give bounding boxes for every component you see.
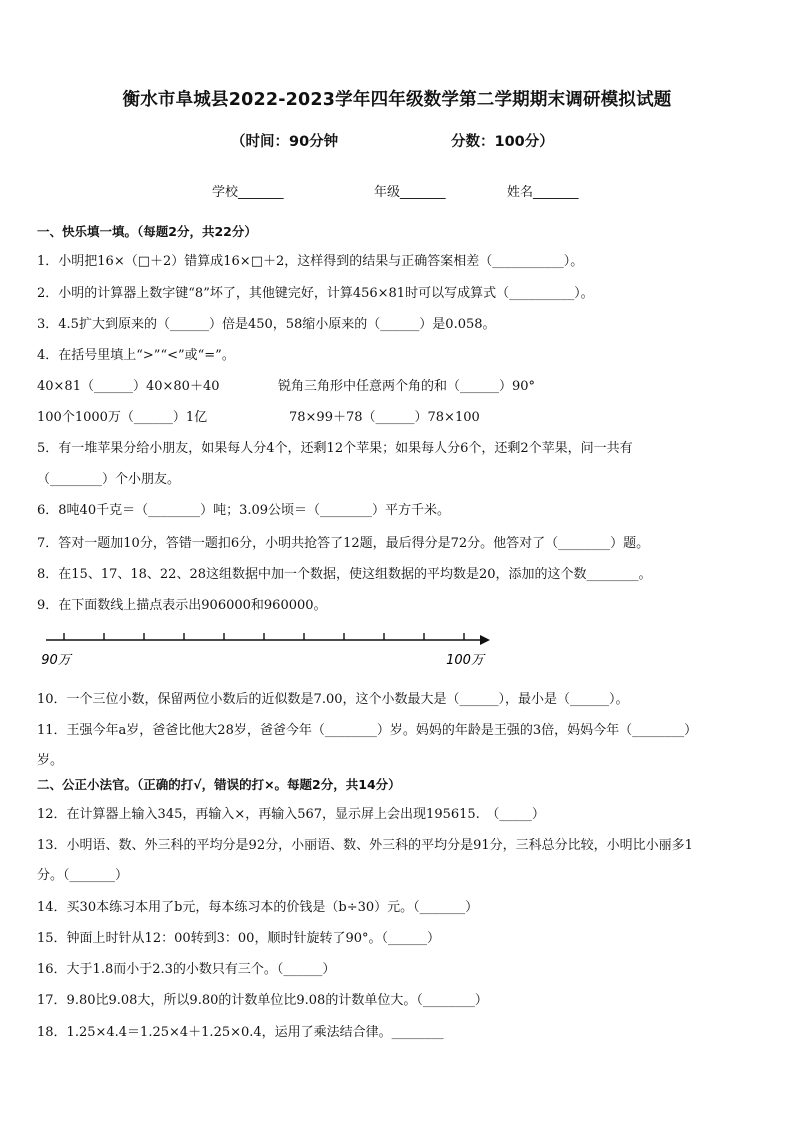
question-3: 3．4.5扩大到原来的（______）倍是450，58缩小原来的（______）是0.058。 (37, 317, 496, 332)
section-heading-true-false: 二、公正小法官。（正确的打√，错误的打×。每题2分，共14分） (37, 777, 401, 792)
exam-title: 衡水市阜城县2022-2023学年四年级数学第二学期期末调研模拟试题 (122, 90, 672, 110)
number-line-arrow-icon (480, 635, 490, 645)
school-field: 学校_______ (212, 185, 284, 200)
number-line-ticks (64, 633, 464, 640)
question-11: 11．王强今年a岁，爸爸比他大28岁，爸爸今年（________）岁。妈妈的年龄是王强的3倍，妈妈今年（________） (37, 723, 698, 738)
question-5: 5．有一堆苹果分给小朋友，如果每人分4个，还剩12个苹果；如果每人分6个，还剩2个苹果，问一共有 (37, 441, 633, 456)
question-8: 8．在15、17、18、22、28这组数据中加一个数据，使这组数据的平均数是20，添加的这个数________。 (37, 567, 652, 582)
question-16: 16．大于1.8而小于2.3的小数只有三个。（______） (37, 962, 336, 977)
question-15: 15．钟面上时针从12：00转到3：00，顺时针旋转了90°。（______） (37, 931, 440, 946)
section-heading-fill-in: 一、快乐填一填。（每题2分，共22分） (37, 224, 257, 239)
name-field: 姓名_______ (507, 185, 579, 200)
grade-field: 年级_______ (374, 185, 446, 200)
question-1: 1．小明把16×（□＋2）错算成16×□＋2，这样得到的结果与正确答案相差（___________）。 (37, 254, 584, 269)
number-line-label-right: 100万 (446, 653, 484, 668)
question-4b: 锐角三角形中任意两个角的和（______）90° (278, 379, 536, 394)
question-13: 13．小明语、数、外三科的平均分是92分，小丽语、数、外三科的平均分是91分，三科总分比较，小明比小丽多1 (37, 838, 693, 853)
question-14: 14．买30本练习本用了b元，每本练习本的价钱是（b÷30）元。（_______） (37, 900, 479, 915)
question-18: 18．1.25×4.4＝1.25×4＋1.25×0.4，运用了乘法结合律。________ (37, 1025, 444, 1040)
question-11-continued: 岁。 (37, 753, 64, 768)
question-6: 6．8吨40千克＝（________）吨；3.09公顷＝（________）平方千米。 (37, 503, 451, 518)
question-4: 4．在括号里填上“>”“<”或“=”。 (37, 348, 235, 363)
exam-score: 分数：100分） (451, 134, 554, 150)
question-13-continued: 分。（_______） (37, 868, 129, 883)
question-7: 7．答对一题加10分，答错一题扣6分，小明共抢答了12题，最后得分是72分。他答对了（________）题。 (37, 536, 650, 551)
question-4a: 40×81（______）40×80＋40 (37, 379, 220, 394)
question-4c: 100个1000万（______）1亿 (37, 410, 208, 425)
question-4d: 78×99＋78（______）78×100 (289, 410, 480, 425)
number-line-label-left: 90万 (41, 653, 71, 668)
question-9: 9．在下面数线上描点表示出906000和960000。 (37, 598, 327, 613)
number-line (40, 628, 500, 674)
question-2: 2．小明的计算器上数字键“8”坏了，其他键完好，计算456×81时可以写成算式（__________）。 (37, 286, 594, 301)
question-10: 10．一个三位小数，保留两位小数后的近似数是7.00，这个小数最大是（______），最小是（______）。 (37, 692, 629, 707)
question-17: 17．9.80比9.08大，所以9.80的计数单位比9.08的计数单位大。（________） (37, 993, 488, 1008)
question-12: 12．在计算器上输入345，再输入×，再输入567，显示屏上会出现195615. （_____） (37, 807, 545, 822)
question-5-continued: （________）个小朋友。 (37, 472, 181, 487)
exam-time: （时间：90分钟 (231, 134, 339, 150)
